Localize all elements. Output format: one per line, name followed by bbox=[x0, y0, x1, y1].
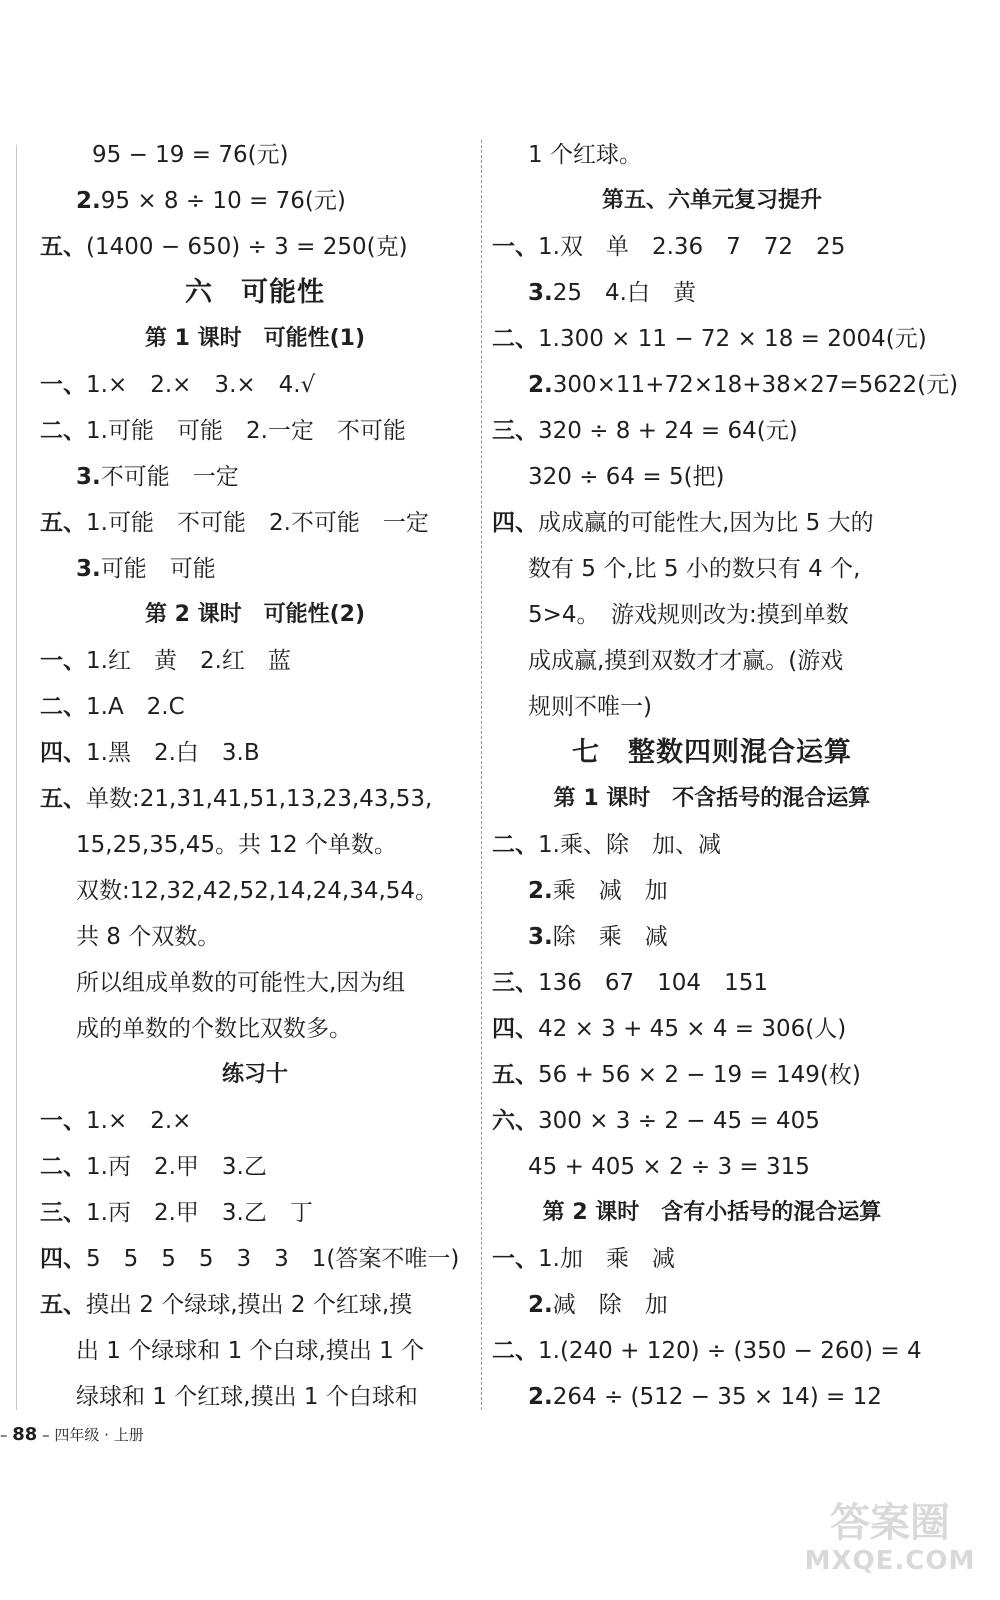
answer-line bbox=[40, 730, 470, 776]
answer-line bbox=[40, 1144, 470, 1190]
item-number: 2. bbox=[528, 1384, 553, 1410]
answer-line bbox=[492, 500, 932, 546]
item-number: 四、 bbox=[492, 510, 538, 536]
item-number: 四、 bbox=[40, 740, 86, 766]
answer-text: 不可能 一定 bbox=[100, 464, 239, 490]
answer-text: 所以组成单数的可能性大,因为组 bbox=[76, 970, 406, 996]
answer-text: 1.红 黄 2.红 蓝 bbox=[86, 648, 291, 674]
answer-line bbox=[492, 1144, 932, 1190]
page-number: 88 bbox=[12, 1424, 38, 1445]
answer-line bbox=[40, 684, 470, 730]
page-footer bbox=[0, 1424, 144, 1445]
answer-line bbox=[492, 592, 932, 638]
answer-line bbox=[492, 454, 932, 500]
answer-line bbox=[492, 868, 932, 914]
answer-text: 1.A 2.C bbox=[86, 694, 185, 720]
answer-text: 减 除 加 bbox=[552, 1292, 668, 1318]
answer-text: 数有 5 个,比 5 小的数只有 4 个, bbox=[528, 556, 861, 582]
answer-line bbox=[492, 362, 959, 408]
answer-line bbox=[492, 316, 932, 362]
answer-line bbox=[492, 1328, 932, 1374]
answer-line bbox=[40, 822, 470, 868]
lesson-heading: 第 1 课时 可能性(1) bbox=[144, 326, 366, 351]
answer-line bbox=[492, 1282, 932, 1328]
item-number: 四、 bbox=[492, 1016, 538, 1042]
answer-text: 1 个红球。 bbox=[528, 142, 642, 168]
grade-label: 四年级 · 上册 bbox=[54, 1426, 144, 1444]
answer-text: 5>4。 游戏规则改为:摸到单数 bbox=[528, 602, 849, 628]
item-number: 三、 bbox=[40, 1200, 86, 1226]
item-number: 二、 bbox=[40, 418, 86, 444]
item-number: 2. bbox=[528, 1292, 553, 1318]
answer-line bbox=[492, 638, 932, 684]
item-number: 3. bbox=[76, 556, 101, 582]
answer-text: 摸出 2 个绿球,摸出 2 个红球,摸 bbox=[86, 1292, 413, 1318]
column-divider bbox=[481, 140, 482, 1410]
item-number: 五、 bbox=[40, 510, 86, 536]
footer-separator: – bbox=[42, 1426, 50, 1444]
answer-text: 5 5 5 5 3 3 1(答案不唯一) bbox=[86, 1246, 460, 1272]
answer-line bbox=[492, 1052, 932, 1098]
answer-text: 25 4.白 黄 bbox=[552, 280, 696, 306]
answer-line bbox=[492, 224, 932, 270]
item-number: 三、 bbox=[492, 418, 538, 444]
answer-text: 1.(240 + 120) ÷ (350 − 260) = 4 bbox=[538, 1338, 922, 1364]
answer-text: 1.300 × 11 − 72 × 18 = 2004(元) bbox=[538, 326, 927, 352]
answer-text: 成成赢,摸到双数才才赢。(游戏 bbox=[528, 648, 844, 674]
footer-separator: – bbox=[0, 1426, 8, 1444]
answer-text: 300×11+72×18+38×27=5622(元) bbox=[552, 372, 959, 398]
answer-text: 单数:21,31,41,51,13,23,43,53, bbox=[86, 786, 433, 812]
answer-line bbox=[40, 132, 470, 178]
item-number: 五、 bbox=[40, 786, 86, 812]
answer-text: 共 8 个双数。 bbox=[76, 924, 221, 950]
answer-text: 1.加 乘 减 bbox=[538, 1246, 675, 1272]
item-number: 一、 bbox=[40, 372, 86, 398]
answer-text: 1.× 2.× bbox=[86, 1108, 192, 1134]
item-number: 二、 bbox=[492, 832, 538, 858]
item-number: 一、 bbox=[40, 1108, 86, 1134]
answer-text: 可能 可能 bbox=[100, 556, 216, 582]
item-number: 二、 bbox=[492, 326, 538, 352]
answer-text: 乘 减 加 bbox=[552, 878, 668, 904]
answer-text: 300 × 3 ÷ 2 − 45 = 405 bbox=[538, 1108, 820, 1134]
chapter-heading: 六 可能性 bbox=[185, 277, 325, 308]
answer-line bbox=[40, 1006, 470, 1052]
item-number: 3. bbox=[76, 464, 101, 490]
answer-line bbox=[40, 408, 470, 454]
answer-line bbox=[492, 1006, 932, 1052]
answer-text: 双数:12,32,42,52,14,24,34,54。 bbox=[76, 878, 439, 904]
answer-text: 95 × 8 ÷ 10 = 76(元) bbox=[100, 188, 346, 214]
answer-line bbox=[40, 362, 470, 408]
answer-text: 264 ÷ (512 − 35 × 14) = 12 bbox=[552, 1384, 882, 1410]
answer-text: 1.丙 2.甲 3.乙 丁 bbox=[86, 1200, 313, 1226]
lesson-heading: 第 2 课时 可能性(2) bbox=[144, 602, 366, 627]
answer-line bbox=[40, 224, 470, 270]
item-number: 六、 bbox=[492, 1108, 538, 1134]
answer-text: 56 + 56 × 2 − 19 = 149(枚) bbox=[538, 1062, 861, 1088]
right-column bbox=[492, 132, 959, 1420]
answer-text: 1.可能 可能 2.一定 不可能 bbox=[86, 418, 406, 444]
answer-line bbox=[40, 1190, 470, 1236]
answer-line bbox=[40, 454, 470, 500]
item-number: 五、 bbox=[492, 1062, 538, 1088]
answer-text: 1.黑 2.白 3.B bbox=[86, 740, 260, 766]
lesson-heading: 第 1 课时 不含括号的混合运算 bbox=[553, 786, 871, 811]
item-number: 3. bbox=[528, 280, 553, 306]
answer-line bbox=[40, 914, 470, 960]
item-number: 二、 bbox=[40, 694, 86, 720]
answer-text: 15,25,35,45。共 12 个单数。 bbox=[76, 832, 397, 858]
item-number: 3. bbox=[528, 924, 553, 950]
item-number: 一、 bbox=[40, 648, 86, 674]
left-margin-rule bbox=[16, 145, 17, 1410]
item-number: 二、 bbox=[40, 1154, 86, 1180]
answer-line bbox=[492, 1374, 932, 1420]
answer-line bbox=[40, 776, 470, 822]
answer-text: 出 1 个绿球和 1 个白球,摸出 1 个 bbox=[76, 1338, 425, 1364]
item-number: 二、 bbox=[492, 1338, 538, 1364]
answer-text: 320 ÷ 8 + 24 = 64(元) bbox=[538, 418, 798, 444]
answer-text: 95 − 19 = 76(元) bbox=[92, 142, 289, 168]
answer-line bbox=[40, 960, 470, 1006]
item-number: 四、 bbox=[40, 1246, 86, 1272]
answer-line bbox=[40, 1236, 470, 1282]
answer-line bbox=[492, 1098, 932, 1144]
item-number: 一、 bbox=[492, 234, 538, 260]
answer-text: (1400 − 650) ÷ 3 = 250(克) bbox=[86, 234, 408, 260]
answer-text: 成成赢的可能性大,因为比 5 大的 bbox=[538, 510, 874, 536]
answer-line bbox=[40, 868, 470, 914]
answer-line bbox=[40, 1374, 470, 1420]
answer-line bbox=[40, 546, 470, 592]
answer-line bbox=[492, 546, 932, 592]
answer-line bbox=[492, 1236, 932, 1282]
answer-text: 1.可能 不可能 2.不可能 一定 bbox=[86, 510, 429, 536]
answer-text: 42 × 3 + 45 × 4 = 306(人) bbox=[538, 1016, 847, 1042]
answer-line bbox=[40, 178, 470, 224]
answer-line bbox=[492, 408, 932, 454]
answer-text: 1.丙 2.甲 3.乙 bbox=[86, 1154, 267, 1180]
answer-text: 136 67 104 151 bbox=[538, 970, 768, 996]
item-number: 三、 bbox=[492, 970, 538, 996]
answer-text: 1.双 单 2.36 7 72 25 bbox=[538, 234, 846, 260]
answer-line bbox=[492, 132, 932, 178]
answer-line bbox=[40, 1098, 470, 1144]
answer-line bbox=[492, 914, 932, 960]
watermark-text: 答案圈 bbox=[830, 1500, 950, 1546]
answer-text: 规则不唯一) bbox=[528, 694, 652, 720]
answer-text: 除 乘 减 bbox=[552, 924, 668, 950]
item-number: 一、 bbox=[492, 1246, 538, 1272]
answer-text: 成的单数的个数比双数多。 bbox=[76, 1016, 352, 1042]
item-number: 五、 bbox=[40, 1292, 86, 1318]
answer-line bbox=[40, 638, 470, 684]
lesson-heading: 第五、六单元复习提升 bbox=[601, 188, 822, 213]
answer-text: 45 + 405 × 2 ÷ 3 = 315 bbox=[528, 1154, 810, 1180]
answer-line bbox=[40, 500, 470, 546]
item-number: 2. bbox=[528, 372, 553, 398]
answer-text: 绿球和 1 个红球,摸出 1 个白球和 bbox=[76, 1384, 418, 1410]
answer-line bbox=[492, 684, 932, 730]
answer-line bbox=[492, 960, 932, 1006]
answer-text: 1.乘、除 加、减 bbox=[538, 832, 721, 858]
item-number: 2. bbox=[528, 878, 553, 904]
answer-line bbox=[40, 1282, 470, 1328]
watermark-logo bbox=[800, 1500, 980, 1588]
item-number: 五、 bbox=[40, 234, 86, 260]
left-column bbox=[40, 132, 470, 1420]
item-number: 2. bbox=[76, 188, 101, 214]
answer-text: 320 ÷ 64 = 5(把) bbox=[528, 464, 725, 490]
answer-line bbox=[40, 1328, 470, 1374]
lesson-heading: 练习十 bbox=[221, 1062, 288, 1087]
watermark-url: MXQE.COM bbox=[804, 1546, 976, 1576]
chapter-heading: 七 整数四则混合运算 bbox=[572, 737, 852, 768]
answer-line bbox=[492, 270, 932, 316]
answer-text: 1.× 2.× 3.× 4.√ bbox=[86, 372, 316, 398]
answer-line bbox=[492, 822, 932, 868]
lesson-heading: 第 2 课时 含有小括号的混合运算 bbox=[542, 1200, 882, 1225]
